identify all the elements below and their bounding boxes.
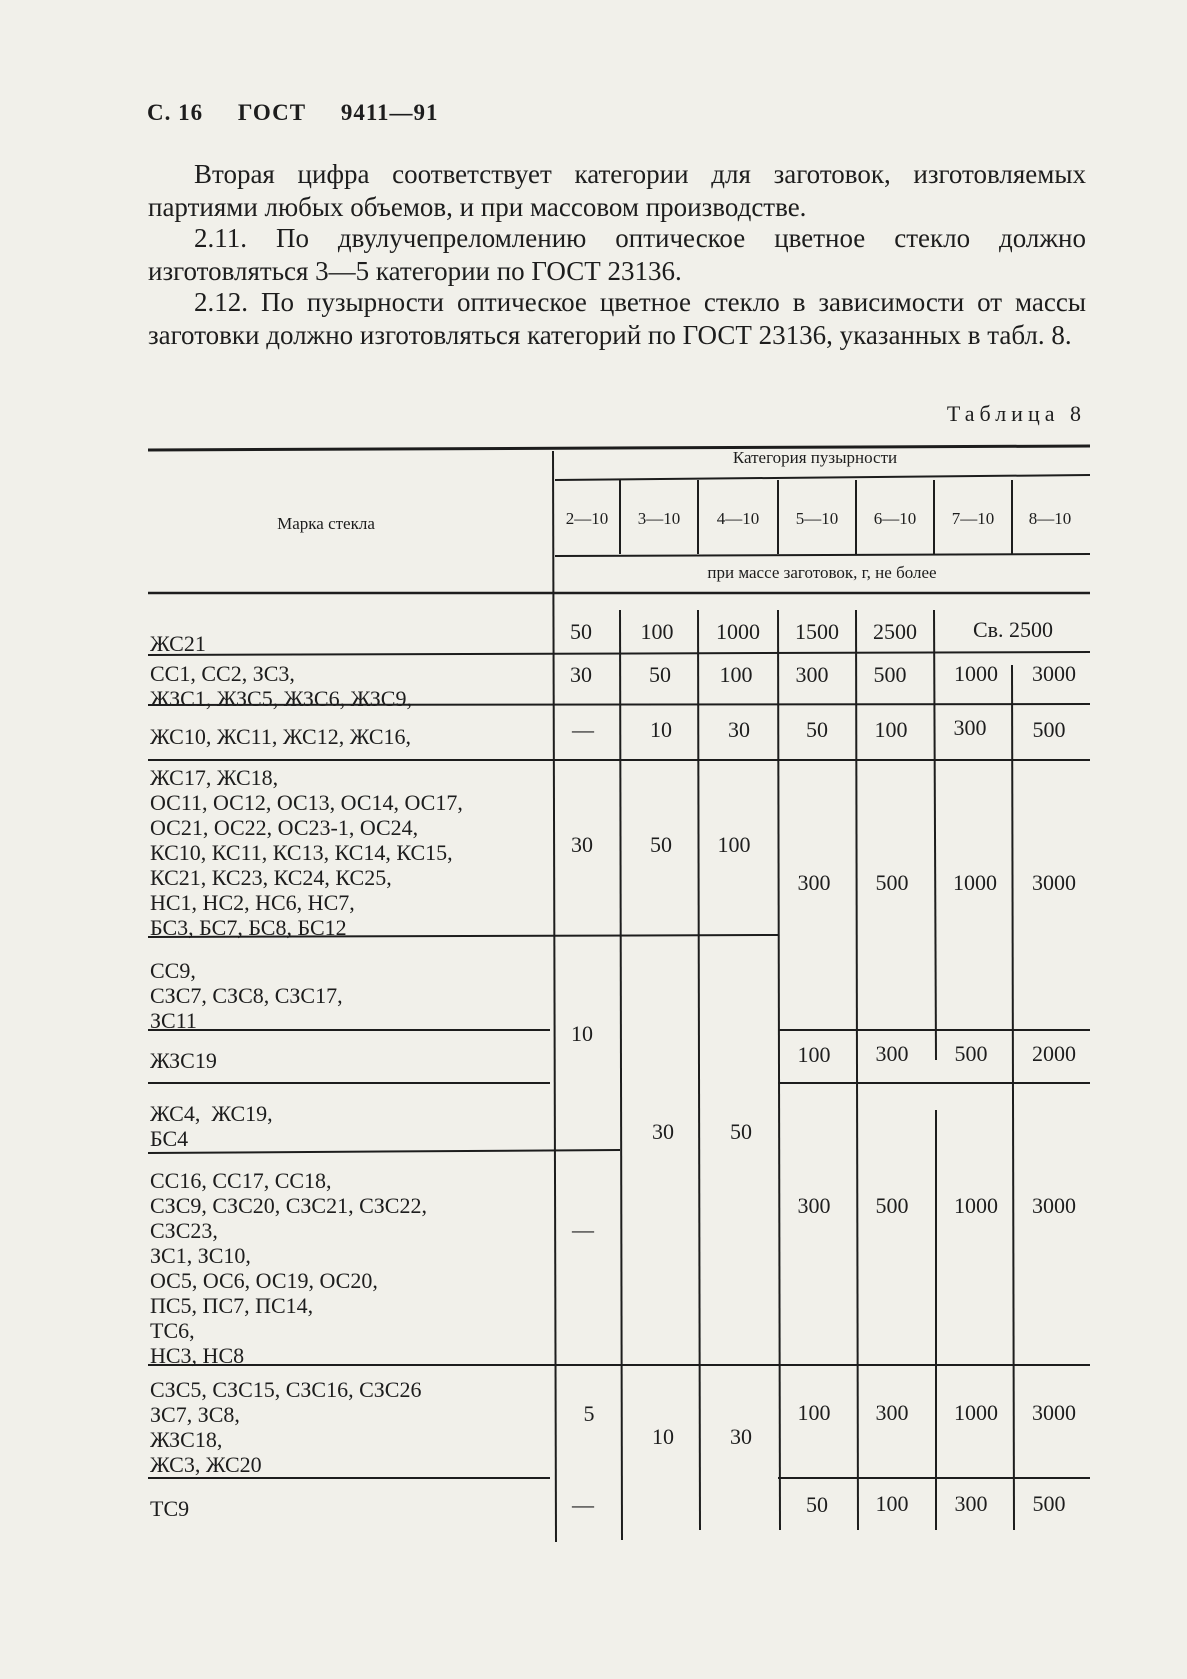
table-cell: 500 — [1032, 717, 1066, 742]
table-cell: 2000 — [1032, 1041, 1076, 1066]
table-cell: 3000 — [1032, 661, 1076, 686]
table-cell: 50 — [806, 1492, 828, 1517]
paragraph-2-11: 2.11. По двулучепреломлению оптическое цветное стекло должно изготовляться 3—5 категории по ГОСТ 23136. — [148, 223, 1086, 286]
glass-mark-row: СЗС5, СЗС15, СЗС16, СЗС26 ЗС7, ЗС8, ЖЗС18, ЖС3, ЖС20 — [150, 1377, 422, 1477]
table-cell: 10 — [571, 1021, 593, 1046]
table-cell: 300 — [875, 1400, 909, 1425]
table-cell: 30 — [571, 832, 593, 857]
category-header: 6—10 — [873, 509, 917, 528]
standard-label: ГОСТ — [237, 100, 307, 125]
category-header: 3—10 — [637, 509, 681, 528]
paragraph-second-digit: Вторая цифра соответствует категории для заготовок, изготовляемых партиями любых объемов, и при массовом производстве. — [148, 159, 1086, 222]
glass-mark-row: ЖС10, ЖС11, ЖС12, ЖС16, — [150, 724, 412, 749]
glass-mark-row: ТС9 — [150, 1496, 190, 1521]
table-cell: 3000 — [1032, 1400, 1076, 1425]
category-header: 8—10 — [1028, 509, 1072, 528]
table-cell: 100 — [874, 717, 908, 742]
glass-mark-row: СС9, СЗС7, СЗС8, СЗС17, ЗС11 — [150, 958, 343, 1033]
table-cell: 100 — [797, 1042, 831, 1067]
glass-mark-row: СС1, СС2, ЗС3, ЖЗС1, ЖЗС5, ЖЗС6, ЖЗС9, — [150, 661, 412, 711]
table-cell: 300 — [875, 1041, 909, 1066]
table-cell: 500 — [875, 870, 909, 895]
group-header-bubble-category: Категория пузырности — [732, 448, 898, 467]
table-cell: 1000 — [954, 1400, 998, 1425]
table-cell: 30 — [652, 1119, 674, 1144]
table-cell: 100 — [875, 1491, 909, 1516]
table-cell: 50 — [806, 717, 828, 742]
table-cell: 1500 — [795, 619, 839, 644]
category-header: 5—10 — [795, 509, 839, 528]
table-cell: 500 — [954, 1041, 988, 1066]
paragraph-2-12: 2.12. По пузырности оптическое цветное стекло в зависимости от массы заготовки должно изготовляться категорий по ГОСТ 23136, указанных в табл. 8. — [148, 287, 1086, 350]
table-cell: 300 — [795, 662, 829, 687]
table-cell: 30 — [570, 662, 592, 687]
table-cell: 10 — [652, 1424, 674, 1449]
table-cell: 50 — [730, 1119, 752, 1144]
glass-mark-row: ЖС4, ЖС19, БС4 — [150, 1101, 273, 1151]
mass-header: при массе заготовок, г, не более — [707, 563, 937, 582]
table-cell: 1000 — [953, 870, 997, 895]
table-cell: 100 — [797, 1400, 831, 1425]
table-title: Таблица 8 — [946, 401, 1086, 426]
table-cell: 100 — [719, 662, 753, 687]
table-cell: 300 — [797, 1193, 831, 1218]
column-header-glass-mark: Марка стекла — [277, 514, 375, 533]
table-cell: 500 — [875, 1193, 909, 1218]
category-header: 4—10 — [716, 509, 760, 528]
table-cell: 100 — [640, 619, 674, 644]
table-cell: 1000 — [716, 619, 760, 644]
table-cell: 500 — [1032, 1491, 1066, 1516]
table-cell: 50 — [570, 619, 592, 644]
table-cell: 5 — [583, 1401, 595, 1426]
table-cell: 300 — [953, 715, 987, 740]
table-cell: 300 — [797, 870, 831, 895]
glass-mark-row: ЖС21 — [150, 631, 206, 656]
glass-mark-row: ЖЗС19 — [150, 1048, 217, 1073]
category-header: 2—10 — [565, 509, 609, 528]
table-cell: 3000 — [1032, 1193, 1076, 1218]
table-cell: 100 — [717, 832, 751, 857]
glass-mark-row: СС16, СС17, СС18, СЗС9, СЗС20, СЗС21, СЗС22, СЗС23, ЗС1, ЗС10, ОС5, ОС6, ОС19, ОС20, ПС5, ПС7, ПС14, ТС6, НС3, НС8 — [150, 1168, 427, 1368]
page-number: С. 16 — [147, 100, 204, 125]
table-cell: 50 — [649, 662, 671, 687]
table-cell: Св. 2500 — [972, 617, 1054, 642]
table-cell: — — [572, 1217, 594, 1242]
table-cell: — — [572, 1492, 594, 1517]
table-cell: 2500 — [873, 619, 917, 644]
table-cell: 30 — [730, 1424, 752, 1449]
table-cell: 50 — [650, 832, 672, 857]
table-cell: 300 — [954, 1491, 988, 1516]
table-cell: 1000 — [954, 661, 998, 686]
table-cell: 1000 — [954, 1193, 998, 1218]
glass-mark-row: ЖС17, ЖС18, ОС11, ОС12, ОС13, ОС14, ОС17, ОС21, ОС22, ОС23-1, ОС24, КС10, КС11, КС13, КС14, КС15, КС21, КС23, КС24, КС25, НС1, НС2, НС6, НС7, БС3, БС7, БС8, БС12 — [150, 765, 463, 940]
table-cell: 3000 — [1032, 870, 1076, 895]
table-cell: 10 — [650, 717, 672, 742]
table-cell: 500 — [873, 662, 907, 687]
standard-number: 9411—91 — [340, 100, 439, 125]
table-cell: 30 — [728, 717, 750, 742]
table-cell: — — [572, 717, 594, 742]
category-header: 7—10 — [951, 509, 995, 528]
